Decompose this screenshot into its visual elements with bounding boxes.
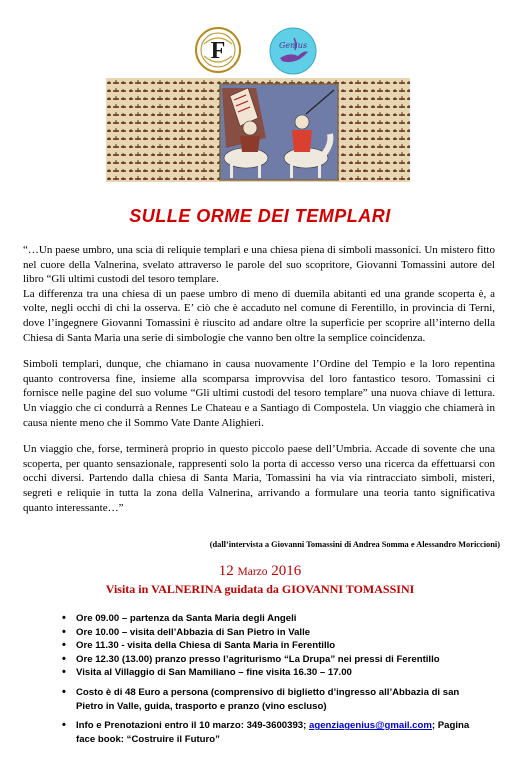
event-year: 2016 [271,563,302,579]
page-title: SULLE ORME DEI TEMPLARI [129,206,391,226]
program-text: – fine visita 16.30 – 17.00 [235,667,352,679]
visit-suffix: guidata da GIOVANNI TOMASSINI [221,582,415,596]
program-text: – partenza da Santa Maria degli Angeli [119,613,297,624]
info-prefix: Info e Prenotazioni entro il 10 marzo: 349-3600393; [76,720,309,732]
event-date [0,563,520,580]
event-title [0,582,520,597]
logo-letter: F [210,38,226,64]
interview-credit: (dall’intervista a Giovanni Tomassini di Andrea Somma e Alessandro Moriccioni) [209,540,500,549]
program-time: Ore 10.00 [76,626,120,638]
email-link[interactable]: agenziagenius@gmail.com [309,720,432,732]
article-body [23,243,495,527]
paragraph-1: “…Un paese umbro, una scia di reliquie templari e una chiesa piena di simboli massonici. Un mistero fitto nel cuore della Valnerina, svelato attraverso le parole del suo scopritore, Giovanni Tomassini autore del libro “Gli ultimi custodi del tesoro templare. [23,244,495,286]
program-text: pranzo presso l’agriturismo “La Drupa” nei pressi di Ferentillo [152,653,440,665]
program-time: Ore 12.30 (13.00) [76,653,153,665]
event-month: Marzo [237,566,268,578]
list-item [62,639,482,653]
list-item [62,626,482,640]
visit-place: VALNERINA [151,582,222,596]
visit-prefix: Visita in [105,582,152,596]
genius-lamp-logo [268,26,318,76]
gold-f-seal-logo [194,26,242,74]
list-item [62,653,482,667]
manuscript-illustration [106,78,410,182]
program-time: Ore 09.00 [76,613,120,624]
info-suffix: ; Pagina face book: “Costruire il Futuro” [76,720,470,745]
program-text: – visita dell’Abbazia di San Pietro in Valle [119,626,311,638]
paragraph-2: La differenza tra una chiesa di un paese umbro di meno di duemila abitanti ed una grande scoperta è, a volte, negli occhi di chi la osserva. E’ ciò che è accaduto nel comune di Ferentillo, in provincia di Terni, dove l’ingegnere Giovanni Tomassini è riuscito ad andare oltre la superficie per scoprire all’interno della Chiesa di Santa Maria una serie di simbologie che vanno ben oltre la semplice coincidenza. [23,287,495,344]
logo-text: Genius [278,41,308,50]
info-item [62,719,482,746]
header-logos [0,26,520,74]
event-day: 12 [218,563,234,579]
list-item [62,612,482,626]
program-text: - visita della Chiesa di Santa Maria in Ferentillo [118,640,336,652]
cost-item: • Costo è di 48 Euro a persona (comprensivo di biglietto d’ingresso all’Abbazia di san Pietro in Valle, guida, trasporto e pranzo (vino escluso) [62,686,482,713]
list-item [62,666,482,680]
program-time: Ore 11.30 [76,640,119,652]
program-time: Visita al Villaggio di San Mamiliano [76,667,236,679]
paragraph-4: Un viaggio che, forse, terminerà proprio in questo piccolo paese dell’Umbria. Accade di sovente che una scoperta, per quanto sensazionale, rappresenti solo la porta di accesso verso una ricerca da effettuarsi con occhi diversi. Partendo dalla chiesa di Santa Maria, Tomassini ha via via rintracciato simboli, misteri, segreti e reliquie in tutta la zona della Valnerina, arrivando a formulare una teoria tanto significativa quanto interessante…” [23,443,495,514]
program-list [62,612,482,746]
paragraph-3: Simboli templari, dunque, che chiamano in causa nuovamente l’Ordine del Tempio e la loro repentina quanto controversa fine, insieme alla scomparsa improvvisa del loro fantastico tesoro. Tomassini ci fornisce nelle pagine del suo volume “Gli ultimi custodi del tesoro templare” una nuova chiave di lettura. Un viaggio che ci condurrà a Rennes Le Chateau e a Santiago di Compostela. Un viaggio che chiamerà in causa niente meno che il Sommo Vate Dante Alighieri. [23,358,495,429]
